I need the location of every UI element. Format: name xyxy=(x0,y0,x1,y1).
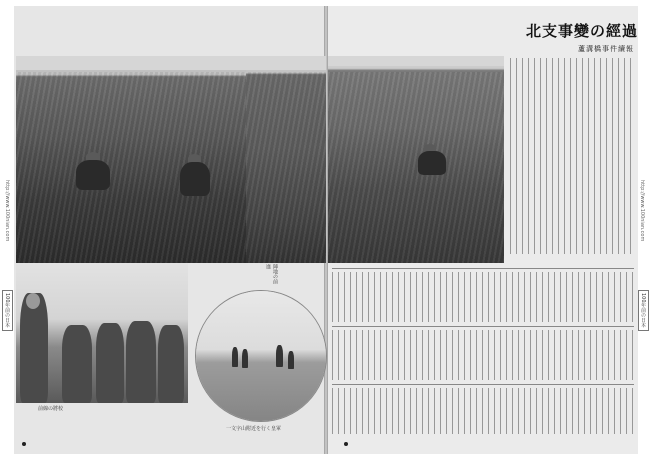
battlefield-photo-right xyxy=(328,56,504,263)
officer-figure xyxy=(20,293,48,403)
column-divider xyxy=(332,326,634,327)
circle-photo-bottom-caption: 一文字山附近を行く皇軍 xyxy=(226,426,282,432)
article-title: 北支事變の經過 xyxy=(525,22,638,40)
officers-caption: 前線の將校 xyxy=(38,406,64,412)
photo-sky xyxy=(16,56,248,70)
officer-face xyxy=(26,293,40,309)
right-side-url: http://www.100nian.com xyxy=(639,180,645,242)
article-text-row-3 xyxy=(332,388,634,434)
marching-soldier xyxy=(288,351,294,369)
photo-sky xyxy=(246,56,326,70)
battlefield-photo-left xyxy=(16,56,248,263)
officer-figure xyxy=(62,325,92,403)
article-text-row-1 xyxy=(332,272,634,322)
soldier-figure xyxy=(180,162,210,196)
article-text-column-top xyxy=(510,58,634,254)
battlefield-photo-middle xyxy=(246,56,326,263)
left-side-url: http://www.100nian.com xyxy=(4,180,10,242)
right-side-badge: 100年前の日本 xyxy=(638,290,649,331)
marching-soldier xyxy=(242,349,248,368)
column-divider xyxy=(332,384,634,385)
photo-field xyxy=(246,72,326,263)
officer-figure xyxy=(126,321,156,403)
article-text-row-2 xyxy=(332,330,634,380)
officers-photo xyxy=(16,263,188,403)
photo-field xyxy=(328,72,504,263)
circle-photo-caption: 陣地の前進 xyxy=(265,264,278,284)
photo-sky xyxy=(328,56,504,66)
marching-soldier xyxy=(276,345,283,367)
officer-figure xyxy=(158,325,184,403)
soldier-figure xyxy=(418,151,446,175)
marching-soldier xyxy=(232,347,238,367)
page-marker xyxy=(22,442,26,446)
page-marker xyxy=(344,442,348,446)
circular-photo xyxy=(196,291,326,421)
magazine-spread xyxy=(14,6,638,454)
soldier-figure xyxy=(76,160,110,190)
photo-field xyxy=(16,72,248,263)
article-subtitle: 蘆溝橋事件續報 xyxy=(578,45,634,53)
column-divider xyxy=(332,268,634,269)
left-side-badge: 100年前の日本 xyxy=(2,290,13,331)
officer-figure xyxy=(96,323,124,403)
